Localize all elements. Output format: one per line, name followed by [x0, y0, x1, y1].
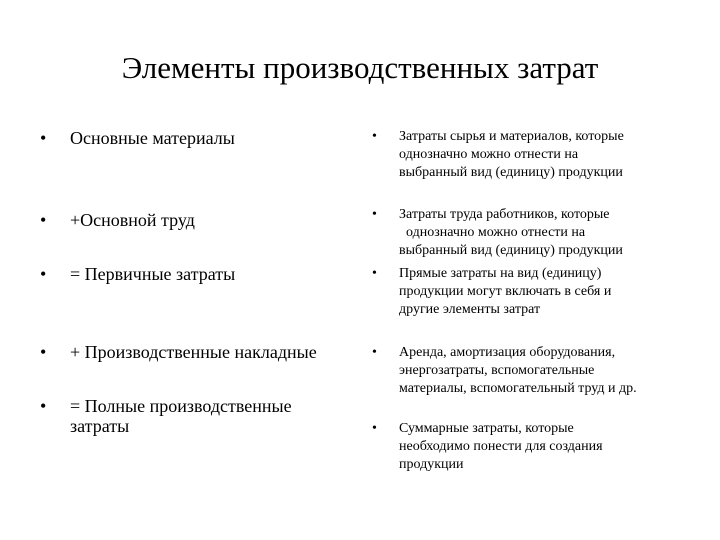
list-item-text: [70, 396, 360, 436]
slide-title: Элементы производственных затрат: [121, 50, 599, 85]
bullet-icon: •: [40, 128, 47, 148]
description-text: [399, 344, 689, 398]
text-line: необходимо понести для создания: [399, 439, 603, 454]
bullet-icon: •: [40, 210, 47, 230]
text-line: = Полные производственные: [70, 396, 292, 416]
bullet-icon: •: [372, 421, 377, 436]
list-item-text: [70, 264, 360, 284]
text-line: выбранный вид (единицу) продукции: [399, 243, 623, 258]
text-line: продукции могут включать в себя и: [399, 284, 612, 299]
text-line: энергозатраты, вспомогательные: [399, 363, 595, 378]
text-line: Затраты труда работников, которые: [399, 207, 610, 222]
text-line: другие элементы затрат: [399, 302, 541, 317]
text-line: затраты: [70, 416, 130, 436]
text-line: выбранный вид (единицу) продукции: [399, 165, 623, 180]
bullet-icon: •: [40, 264, 47, 284]
text-line: Основные материалы: [70, 128, 235, 148]
bullet-icon: •: [40, 396, 47, 416]
bullet-icon: •: [372, 207, 377, 222]
description-text: [399, 265, 689, 319]
text-line: однозначно можно отнести на: [399, 225, 586, 240]
text-line: Затраты сырья и материалов, которые: [399, 129, 624, 144]
text-line: продукции: [399, 457, 464, 472]
text-line: однозначно можно отнести на: [399, 147, 579, 162]
description-text: [399, 206, 689, 260]
bullet-icon: •: [372, 266, 377, 281]
text-line: + Производственные накладные: [70, 342, 317, 362]
description-text: [399, 128, 689, 182]
text-line: материалы, вспомогательный труд и др.: [399, 381, 637, 396]
list-item-text: [70, 128, 360, 148]
description-text: [399, 420, 689, 474]
bullet-icon: •: [372, 129, 377, 144]
text-line: = Первичные затраты: [70, 264, 236, 284]
text-line: Аренда, амортизация оборудования,: [399, 345, 616, 360]
list-item-text: [70, 342, 360, 362]
text-line: Суммарные затраты, которые: [399, 421, 574, 436]
text-line: Прямые затраты на вид (единицу): [399, 266, 602, 281]
bullet-icon: •: [372, 345, 377, 360]
list-item-text: [70, 210, 360, 230]
bullet-icon: •: [40, 342, 47, 362]
text-line: +Основной труд: [70, 210, 195, 230]
